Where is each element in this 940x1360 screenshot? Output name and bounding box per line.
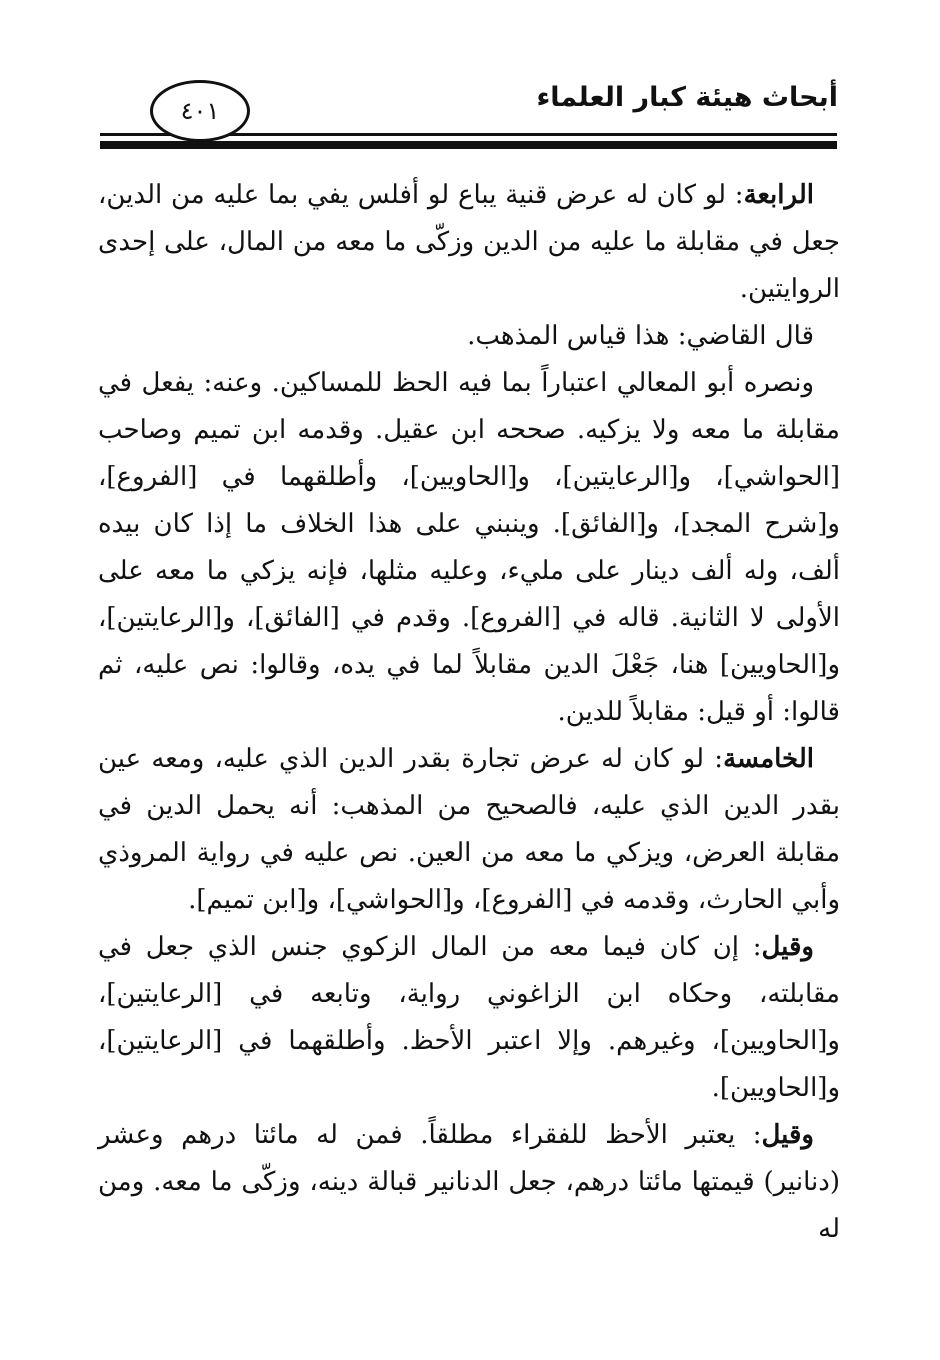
paragraph-lead: وقيل [761,1120,814,1150]
paragraph-text: قال القاضي: هذا قياس المذهب. [467,321,814,351]
page-number-oval [150,80,250,142]
header-rule-thick [100,141,837,149]
paragraph-fourth-issue [98,172,840,313]
paragraph-opinion-one [98,924,840,1112]
paragraph-lead: الرابعة [743,180,814,210]
page-number: ٤٠١ [180,97,220,125]
paragraph-text: : لو كان له عرض تجارة بقدر الدين الذي عليه، ومعه عين بقدر الدين الذي عليه، فالصحيح من المذهب: أنه يحمل الدين في مقابلة العرض، ويزكي ما معه من العين. نص عليه في رواية المروذي وأبي الحارث، وقدمه في [الفروع]، و[الحواشي]، و[ابن تميم]. [98,744,840,915]
body-text [98,172,840,1253]
paragraph-lead: الخامسة [723,744,814,774]
running-head: أبحاث هيئة كبار العلماء [536,82,838,113]
paragraph-text: : لو كان له عرض قنية يباع لو أفلس يفي بما عليه من الدين، جعل في مقابلة ما عليه من الدين وزكّى ما معه من المال، على إحدى الروايتين. [98,180,840,304]
paragraph-opinion-two [98,1112,840,1253]
paragraph-text: : يعتبر الأحظ للفقراء مطلقاً. فمن له مائتا درهم وعشر (دنانير) قيمتها مائتا درهم، جعل الدنانير قبالة دينه، وزكّى ما معه. ومن له [98,1120,840,1244]
paragraph-text: ونصره أبو المعالي اعتباراً بما فيه الحظ للمساكين. وعنه: يفعل في مقابلة ما معه ولا يزكيه. صححه ابن عقيل. وقدمه ابن تميم وصاحب [الحواشي]، و[الرعايتين]، و[الحاويين]، وأطلقهما في [الفروع]، و[شرح المجد]، و[الفائق]. وينبني على هذا الخلاف ما إذا كان بيده ألف، وله ألف دينار على مليء، وعليه مثلها، فإنه يزكي ما معه على الأولى لا الثانية. قاله في [الفروع]. وقدم في [الفائق]، و[الرعايتين]، و[الحاويين] هنا، جَعْلَ الدين مقابلاً لما في يده، وقالوا: نص عليه، ثم قالوا: أو قيل: مقابلاً للدين. [98,368,840,727]
paragraph-abu-al-maali [98,360,840,736]
paragraph-qadi-statement [98,313,840,360]
paragraph-text: : إن كان فيما معه من المال الزكوي جنس الذي جعل في مقابلته، وحكاه ابن الزاغوني رواية، وتابعه في [الرعايتين]، و[الحاويين]، وغيرهم. وإلا اعتبر الأحظ. وأطلقهما في [الرعايتين]، و[الحاويين]. [98,932,840,1103]
paragraph-fifth-issue [98,736,840,924]
paragraph-lead: وقيل [761,932,814,962]
